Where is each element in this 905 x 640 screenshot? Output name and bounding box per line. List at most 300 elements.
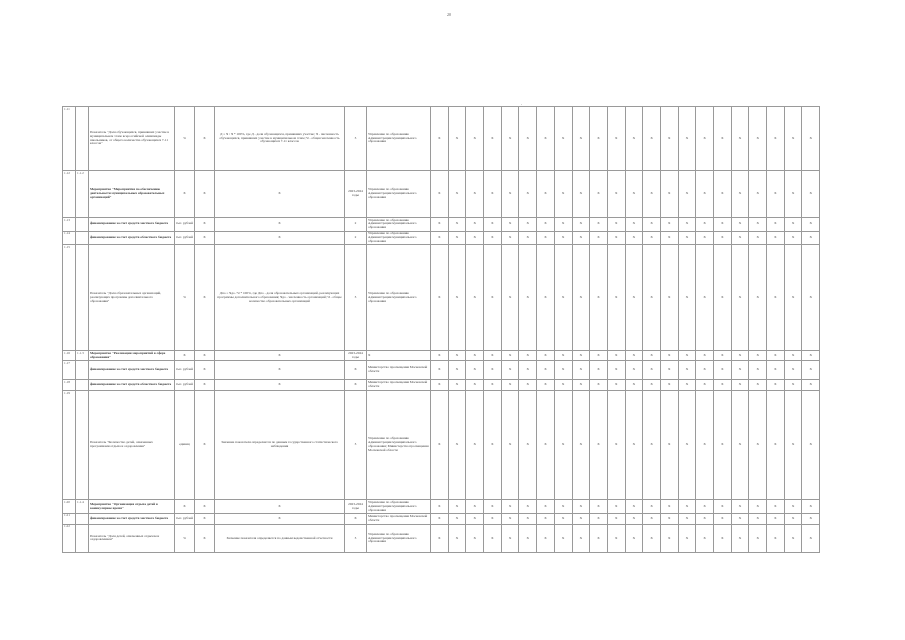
value-cell: Х [731, 171, 749, 218]
value-cell: Х [731, 380, 749, 391]
basis-cell: Х [195, 231, 215, 245]
value-cell: Х [572, 524, 590, 552]
method-cell: Д = Ч / Ч * 100%, где Д - доля обучающихся, принявших участие; Ч - численность обучающихся, принявших участие в муниципальном этапе; Ч - общая численность обучающихся 7-11 классов [215, 107, 345, 171]
value-cell: Х [625, 380, 643, 391]
table-row [63, 361, 820, 380]
value-cell: Х [767, 380, 785, 391]
value-cell: Х [714, 171, 732, 218]
value-cell: Х [431, 361, 449, 380]
value-cell: Х [625, 171, 643, 218]
value-cell: Х [572, 361, 590, 380]
executor-cell: Управление по образованию Администрации муниципального образования; Министерство просвещения Московской области [367, 391, 431, 500]
value-cell: Х [660, 171, 678, 218]
value-cell: Х [643, 351, 661, 361]
value-cell: Х [431, 380, 449, 391]
value-cell: Х [802, 231, 820, 245]
value-cell: Х [643, 231, 661, 245]
method-cell: Х [215, 171, 345, 218]
value-cell: Х [484, 513, 502, 524]
value-cell: Х [519, 245, 537, 351]
value-cell: Х [607, 361, 625, 380]
value-cell: Х [784, 171, 802, 218]
value-cell: Х [660, 231, 678, 245]
value-cell: Х [784, 218, 802, 232]
value-cell: Х [554, 231, 572, 245]
value-cell: Х [448, 524, 466, 552]
value-cell: Х [554, 107, 572, 171]
value-cell: Х [572, 231, 590, 245]
sub-number [76, 524, 89, 552]
value-cell: Х [767, 513, 785, 524]
value-cell: Х [802, 524, 820, 552]
value-cell: Х [431, 245, 449, 351]
period-cell: 2 [345, 218, 367, 232]
row-number: 1.12 [63, 171, 76, 218]
page-marker: ' [521, 103, 522, 108]
value-cell: Х [643, 500, 661, 514]
value-cell: Х [607, 391, 625, 500]
value-cell: Х [501, 524, 519, 552]
value-cell: Х [678, 500, 696, 514]
value-cell: Х [537, 171, 555, 218]
unit-cell: Х [175, 171, 195, 218]
value-cell: Х [537, 245, 555, 351]
executor-cell: Управление по образованию Администрации муниципального образования [367, 218, 431, 232]
value-cell: Х [802, 391, 820, 500]
value-cell: Х [484, 361, 502, 380]
unit-cell: тыс. рублей [175, 231, 195, 245]
value-cell: Х [749, 351, 767, 361]
value-cell: Х [678, 513, 696, 524]
value-cell: Х [466, 361, 484, 380]
value-cell: Х [625, 391, 643, 500]
value-cell: Х [590, 107, 608, 171]
value-cell: Х [501, 245, 519, 351]
value-cell: Х [519, 524, 537, 552]
value-cell: Х [501, 218, 519, 232]
value-cell: Х [678, 245, 696, 351]
sub-number: 1.1.3 [76, 351, 89, 361]
method-cell: Х [215, 380, 345, 391]
unit-cell: % [175, 524, 195, 552]
value-cell: Х [431, 391, 449, 500]
row-number: 1.16 [63, 351, 76, 361]
value-cell: Х [625, 231, 643, 245]
basis-cell: Х [195, 361, 215, 380]
value-cell: Х [784, 391, 802, 500]
value-cell: Х [607, 218, 625, 232]
basis-cell: Х [195, 171, 215, 218]
value-cell: Х [767, 351, 785, 361]
value-cell: Х [643, 513, 661, 524]
value-cell: Х [749, 231, 767, 245]
value-cell: Х [802, 245, 820, 351]
period-cell: Х [345, 361, 367, 380]
value-cell: Х [466, 171, 484, 218]
value-cell: Х [784, 231, 802, 245]
value-cell: Х [678, 107, 696, 171]
value-cell: Х [749, 500, 767, 514]
sub-number: 1.1.4 [76, 500, 89, 514]
method-cell: Х [215, 218, 345, 232]
value-cell: Х [519, 171, 537, 218]
value-cell: Х [448, 107, 466, 171]
table-row [63, 107, 820, 171]
unit-cell: % [175, 107, 195, 171]
basis-cell: Х [195, 513, 215, 524]
indicator-name: Показатель "Доля обучающихся, принявших участие в муниципальном этапе всероссийской олимпиады школьников, от общего количества обучающихся 7-11 классов" [89, 107, 175, 171]
value-cell: Х [625, 218, 643, 232]
value-cell: Х [607, 245, 625, 351]
value-cell: Х [484, 218, 502, 232]
basis-cell: Х [195, 524, 215, 552]
value-cell: Х [590, 231, 608, 245]
indicator-name: Мероприятие "Организация отдыха детей в каникулярное время" [89, 500, 175, 514]
value-cell: Х [572, 380, 590, 391]
value-cell: Х [749, 361, 767, 380]
value-cell: Х [466, 524, 484, 552]
sub-number: 1.1.2 [76, 171, 89, 218]
value-cell: Х [466, 218, 484, 232]
value-cell: Х [607, 513, 625, 524]
value-cell: Х [660, 391, 678, 500]
value-cell: Х [537, 524, 555, 552]
value-cell: Х [678, 231, 696, 245]
basis-cell: Х [195, 245, 215, 351]
value-cell: Х [678, 351, 696, 361]
value-cell: Х [767, 524, 785, 552]
value-cell: Х [696, 351, 714, 361]
value-cell: Х [802, 380, 820, 391]
value-cell: Х [696, 500, 714, 514]
value-cell: Х [678, 171, 696, 218]
value-cell: Х [767, 500, 785, 514]
value-cell: Х [678, 380, 696, 391]
value-cell: Х [731, 245, 749, 351]
value-cell: Х [696, 218, 714, 232]
value-cell: Х [784, 361, 802, 380]
value-cell: Х [731, 391, 749, 500]
row-number: 1.21 [63, 513, 76, 524]
value-cell: Х [802, 218, 820, 232]
executor-cell: Управление по образованию Администрации муниципального образования [367, 500, 431, 514]
value-cell: Х [484, 500, 502, 514]
value-cell: Х [484, 391, 502, 500]
table-body [63, 107, 820, 553]
value-cell: Х [607, 107, 625, 171]
executor-cell: Министерство просвещения Московской области [367, 513, 431, 524]
method-cell: Х [215, 361, 345, 380]
unit-cell: единиц [175, 391, 195, 500]
value-cell: Х [660, 361, 678, 380]
row-number: 1.18 [63, 380, 76, 391]
value-cell: Х [554, 391, 572, 500]
period-cell: 3 [345, 391, 367, 500]
value-cell: Х [572, 171, 590, 218]
basis-cell: Х [195, 107, 215, 171]
value-cell: Х [590, 245, 608, 351]
period-cell: Х [345, 513, 367, 524]
executor-cell: Министерство просвещения Московской области [367, 361, 431, 380]
value-cell: Х [501, 380, 519, 391]
value-cell: Х [466, 351, 484, 361]
value-cell: Х [714, 107, 732, 171]
page-number: 20 [447, 12, 451, 17]
value-cell: Х [537, 380, 555, 391]
value-cell: Х [590, 351, 608, 361]
table-row [63, 351, 820, 361]
value-cell: Х [625, 245, 643, 351]
value-cell: Х [590, 500, 608, 514]
method-cell: Х [215, 513, 345, 524]
value-cell: Х [572, 500, 590, 514]
table-row [63, 391, 820, 500]
value-cell: Х [554, 524, 572, 552]
value-cell: Х [784, 524, 802, 552]
value-cell: Х [519, 351, 537, 361]
value-cell: Х [731, 231, 749, 245]
value-cell: Х [537, 107, 555, 171]
value-cell: Х [625, 524, 643, 552]
table-row [63, 231, 820, 245]
value-cell: Х [572, 107, 590, 171]
method-cell: Значение показателя определяется по данным государственного статистического наблюдения [215, 391, 345, 500]
value-cell: Х [554, 500, 572, 514]
row-number: 1.19 [63, 391, 76, 500]
value-cell: Х [607, 351, 625, 361]
unit-cell: тыс. рублей [175, 218, 195, 232]
value-cell: Х [554, 380, 572, 391]
sub-number [76, 231, 89, 245]
value-cell: Х [749, 107, 767, 171]
value-cell: Х [466, 380, 484, 391]
value-cell: Х [802, 513, 820, 524]
sub-number [76, 380, 89, 391]
value-cell: Х [572, 218, 590, 232]
unit-cell: Х [175, 351, 195, 361]
basis-cell: Х [195, 218, 215, 232]
value-cell: Х [731, 524, 749, 552]
value-cell: Х [731, 107, 749, 171]
value-cell: Х [643, 361, 661, 380]
table-row [63, 513, 820, 524]
period-cell: Х [345, 380, 367, 391]
value-cell: Х [696, 391, 714, 500]
value-cell: Х [625, 107, 643, 171]
value-cell: Х [714, 380, 732, 391]
row-number: 1.14 [63, 231, 76, 245]
value-cell: Х [643, 524, 661, 552]
value-cell: Х [696, 231, 714, 245]
value-cell: Х [625, 361, 643, 380]
value-cell: Х [448, 351, 466, 361]
method-cell: Значение показателя определяется по данным ведомственной отчетности [215, 524, 345, 552]
value-cell: Х [784, 245, 802, 351]
value-cell: Х [554, 245, 572, 351]
indicator-name: финансирование за счет средств областного бюджета [89, 380, 175, 391]
value-cell: Х [590, 524, 608, 552]
value-cell: Х [484, 171, 502, 218]
basis-cell: Х [195, 500, 215, 514]
value-cell: Х [678, 391, 696, 500]
row-number: 1.17 [63, 361, 76, 380]
unit-cell: тыс. рублей [175, 380, 195, 391]
value-cell: Х [501, 171, 519, 218]
method-cell: Х [215, 231, 345, 245]
value-cell: Х [431, 513, 449, 524]
period-cell: 2023-2024 годы [345, 500, 367, 514]
value-cell: Х [501, 107, 519, 171]
indicator-name: финансирование за счет средств областного бюджета [89, 231, 175, 245]
indicator-name: Показатель "Доля образовательных организаций, реализующих программы дополнительного образования" [89, 245, 175, 351]
value-cell: Х [802, 361, 820, 380]
value-cell: Х [696, 171, 714, 218]
value-cell: Х [731, 361, 749, 380]
value-cell: Х [696, 107, 714, 171]
table-row [63, 171, 820, 218]
value-cell: Х [590, 380, 608, 391]
value-cell: Х [519, 513, 537, 524]
value-cell: Х [590, 513, 608, 524]
value-cell: Х [448, 361, 466, 380]
value-cell: Х [731, 500, 749, 514]
value-cell: Х [431, 231, 449, 245]
value-cell: Х [590, 391, 608, 500]
value-cell: Х [448, 231, 466, 245]
value-cell: Х [466, 513, 484, 524]
indicator-name: Мероприятие "Реализация мероприятий в сфере образования" [89, 351, 175, 361]
value-cell: Х [714, 218, 732, 232]
row-number: 1.20 [63, 500, 76, 514]
value-cell: Х [431, 524, 449, 552]
indicator-table [62, 106, 820, 553]
executor-cell: Министерство просвещения Московской области [367, 380, 431, 391]
value-cell: Х [731, 351, 749, 361]
value-cell: Х [696, 361, 714, 380]
value-cell: Х [660, 107, 678, 171]
table-row [63, 524, 820, 552]
value-cell: Х [678, 361, 696, 380]
value-cell: Х [802, 351, 820, 361]
value-cell: Х [749, 391, 767, 500]
value-cell: Х [660, 218, 678, 232]
value-cell: Х [466, 231, 484, 245]
executor-cell: Управление по образованию Администрации муниципального образования [367, 107, 431, 171]
value-cell: Х [607, 524, 625, 552]
sub-number [76, 107, 89, 171]
unit-cell: тыс. рублей [175, 513, 195, 524]
value-cell: Х [590, 171, 608, 218]
period-cell: 3 [345, 107, 367, 171]
value-cell: Х [643, 245, 661, 351]
value-cell: Х [501, 351, 519, 361]
value-cell: Х [448, 391, 466, 500]
value-cell: Х [484, 107, 502, 171]
value-cell: Х [802, 107, 820, 171]
value-cell: Х [448, 218, 466, 232]
value-cell: Х [714, 391, 732, 500]
value-cell: Х [767, 171, 785, 218]
value-cell: Х [554, 171, 572, 218]
value-cell: Х [802, 171, 820, 218]
value-cell: Х [784, 500, 802, 514]
value-cell: Х [554, 351, 572, 361]
value-cell: Х [537, 500, 555, 514]
sub-number [76, 218, 89, 232]
row-number: 1.15 [63, 245, 76, 351]
value-cell: Х [466, 391, 484, 500]
value-cell: Х [660, 524, 678, 552]
value-cell: Х [784, 380, 802, 391]
value-cell: Х [660, 245, 678, 351]
value-cell: Х [731, 513, 749, 524]
value-cell: Х [607, 380, 625, 391]
table-row [63, 245, 820, 351]
indicator-name: финансирование за счет средств местного бюджета [89, 361, 175, 380]
value-cell: Х [749, 524, 767, 552]
sub-number [76, 391, 89, 500]
value-cell: Х [749, 380, 767, 391]
value-cell: Х [519, 107, 537, 171]
value-cell: Х [537, 218, 555, 232]
value-cell: Х [572, 513, 590, 524]
value-cell: Х [625, 500, 643, 514]
value-cell: Х [714, 500, 732, 514]
table-row [63, 218, 820, 232]
value-cell: Х [643, 107, 661, 171]
value-cell: Х [448, 380, 466, 391]
basis-cell: Х [195, 391, 215, 500]
sub-number [76, 513, 89, 524]
value-cell: Х [625, 513, 643, 524]
row-number: 1.11 [63, 107, 76, 171]
value-cell: Х [749, 171, 767, 218]
value-cell: Х [484, 231, 502, 245]
value-cell: Х [519, 231, 537, 245]
value-cell: Х [767, 391, 785, 500]
period-cell: 2 [345, 231, 367, 245]
row-number: 1.22 [63, 524, 76, 552]
value-cell: Х [590, 218, 608, 232]
value-cell: Х [678, 218, 696, 232]
value-cell: Х [590, 361, 608, 380]
value-cell: Х [537, 351, 555, 361]
indicator-name: финансирование за счет средств местного бюджета [89, 513, 175, 524]
value-cell: Х [501, 500, 519, 514]
value-cell: Х [466, 245, 484, 351]
value-cell: Х [554, 218, 572, 232]
value-cell: Х [696, 380, 714, 391]
value-cell: Х [431, 218, 449, 232]
value-cell: Х [749, 218, 767, 232]
value-cell: Х [537, 513, 555, 524]
value-cell: Х [696, 513, 714, 524]
value-cell: Х [696, 245, 714, 351]
value-cell: Х [484, 524, 502, 552]
value-cell: Х [448, 245, 466, 351]
value-cell: Х [607, 231, 625, 245]
value-cell: Х [696, 524, 714, 552]
value-cell: Х [660, 380, 678, 391]
table-row [63, 500, 820, 514]
value-cell: Х [519, 380, 537, 391]
value-cell: Х [767, 361, 785, 380]
period-cell: 3 [345, 524, 367, 552]
basis-cell: Х [195, 380, 215, 391]
executor-cell: Х [367, 351, 431, 361]
value-cell: Х [660, 351, 678, 361]
value-cell: Х [625, 351, 643, 361]
